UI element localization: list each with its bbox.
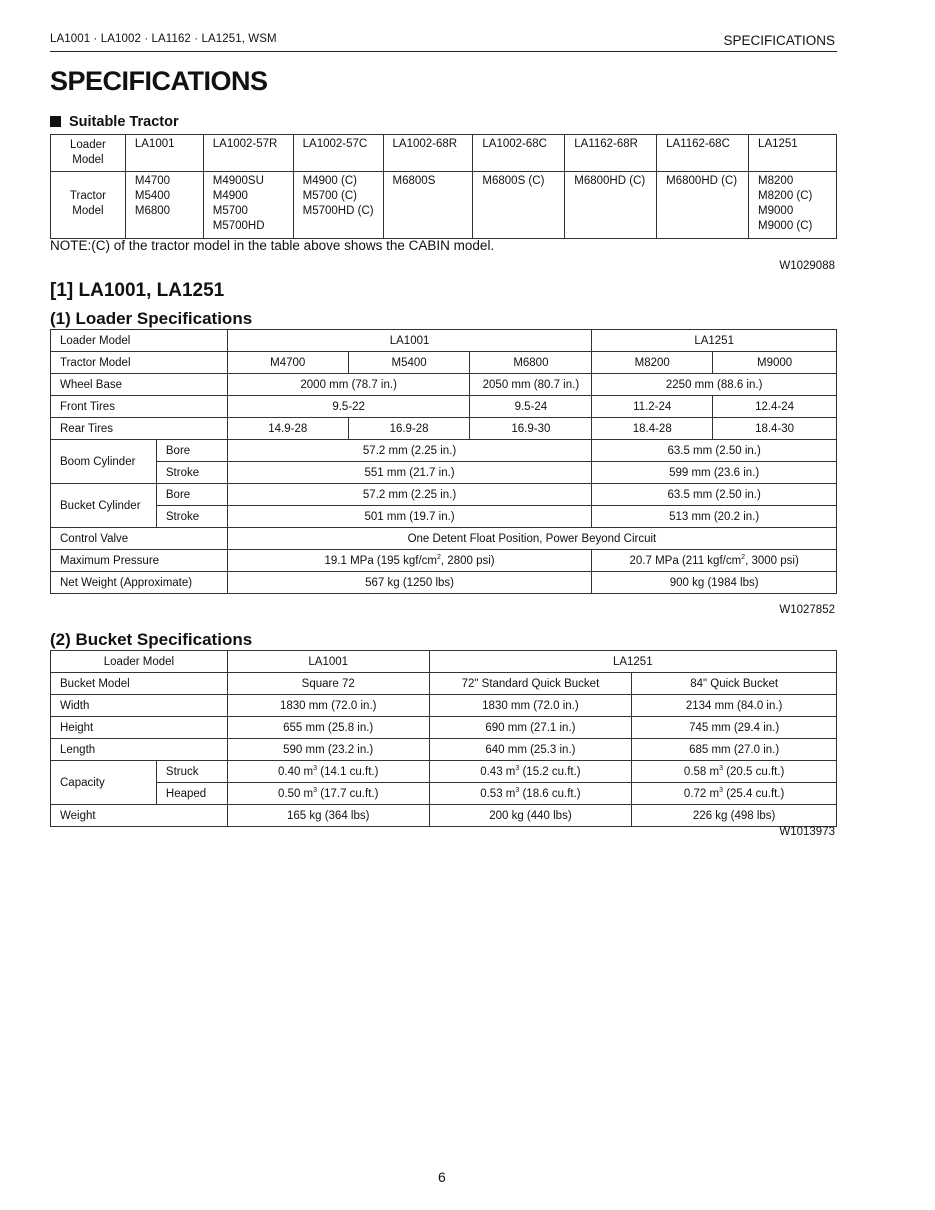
row-label: Loader Model xyxy=(51,651,228,673)
tractor-model-cell xyxy=(293,172,383,239)
value-cell: 590 mm (23.2 in.) xyxy=(227,739,429,761)
loader-model-cell: LA1002-57C xyxy=(293,135,383,172)
loader-model-cell: LA1162-68C xyxy=(657,135,749,172)
tractor-model-cell xyxy=(125,172,203,239)
value-cell: 655 mm (25.8 in.) xyxy=(227,717,429,739)
superscript: 2 xyxy=(437,554,441,562)
tractor-model: M8200 (C) xyxy=(758,190,813,202)
value-cell: 1830 mm (72.0 in.) xyxy=(429,695,632,717)
value-cell: 16.9-30 xyxy=(470,418,592,440)
value-cell: 745 mm (29.4 in.) xyxy=(632,717,837,739)
value-cell xyxy=(429,761,632,783)
tractor-model-label xyxy=(51,172,126,239)
running-header-models: LA1001 · LA1002 · LA1162 · LA1251, WSM xyxy=(50,33,277,45)
row-label: Wheel Base xyxy=(51,374,228,396)
value-cell: 599 mm (23.6 in.) xyxy=(592,462,837,484)
tractor-model: M6800 xyxy=(134,205,171,217)
suitable-tractor-table xyxy=(50,134,837,239)
value-cell: 12.4-24 xyxy=(713,396,837,418)
tractor-model: M6800HD (C) xyxy=(574,175,646,187)
row-label: Maximum Pressure xyxy=(51,550,228,572)
row-label: Bucket Model xyxy=(51,673,228,695)
tractor-model-label-line1: Tractor xyxy=(69,190,106,202)
loader-model-cell: LA1002-68R xyxy=(383,135,473,172)
reference-code: W1013973 xyxy=(779,826,835,838)
header-rule xyxy=(50,51,837,52)
value-cell: 2134 mm (84.0 in.) xyxy=(632,695,837,717)
tractor-model: M8200 xyxy=(758,175,794,187)
value-cell: 567 kg (1250 lbs) xyxy=(227,572,591,594)
tractor-model: M5400 xyxy=(134,190,171,202)
tractor-model-cell xyxy=(657,172,749,239)
value-cell: 63.5 mm (2.50 in.) xyxy=(592,440,837,462)
suitable-tractor-heading-text: Suitable Tractor xyxy=(69,114,179,130)
value-text: (18.6 cu.ft.) xyxy=(519,787,581,800)
tractor-model-cell xyxy=(565,172,657,239)
value-cell: 551 mm (21.7 in.) xyxy=(227,462,591,484)
suitable-tractor-heading xyxy=(50,114,179,130)
value-cell: 16.9-28 xyxy=(348,418,470,440)
value-cell: 165 kg (364 lbs) xyxy=(227,805,429,827)
loader-spec-table xyxy=(50,329,837,594)
value-text: (17.7 cu.ft.) xyxy=(317,787,379,800)
value-cell: 11.2-24 xyxy=(592,396,713,418)
bucket-spec-heading: (2) Bucket Specifications xyxy=(50,630,253,649)
value-cell: 226 kg (498 lbs) xyxy=(632,805,837,827)
tractor-model-cell: M6800 xyxy=(470,352,592,374)
tractor-model: M5700 (C) xyxy=(302,190,357,202)
tractor-model-cell: M4700 xyxy=(227,352,348,374)
loader-model-label-line1: Loader xyxy=(70,139,106,151)
tractor-model-cell xyxy=(203,172,293,239)
value-cell: 2250 mm (88.6 in.) xyxy=(592,374,837,396)
value-text: 19.1 MPa (195 kgf/cm xyxy=(324,554,438,567)
tractor-model-label-line2: Model xyxy=(72,205,104,217)
tractor-model: M5700HD xyxy=(212,220,265,232)
loader-model-cell: LA1001 xyxy=(125,135,203,172)
page-title: SPECIFICATIONS xyxy=(50,66,268,96)
tractor-model-cell: M5400 xyxy=(348,352,470,374)
value-cell: 685 mm (27.0 in.) xyxy=(632,739,837,761)
value-cell: 513 mm (20.2 in.) xyxy=(592,506,837,528)
tractor-model: M6800S (C) xyxy=(482,175,545,187)
superscript: 3 xyxy=(719,765,723,773)
tractor-model-cell: M8200 xyxy=(592,352,713,374)
loader-model-label xyxy=(51,135,126,172)
row-label: Width xyxy=(51,695,228,717)
value-text: 0.43 m xyxy=(480,765,516,778)
row-label: Weight xyxy=(51,805,228,827)
row-label: Net Weight (Approximate) xyxy=(51,572,228,594)
value-cell xyxy=(592,550,837,572)
tractor-model: M6800HD (C) xyxy=(666,175,738,187)
reference-code: W1027852 xyxy=(779,604,835,616)
value-cell: 9.5-24 xyxy=(470,396,592,418)
reference-code: W1029088 xyxy=(779,260,835,272)
tractor-model: M9000 (C) xyxy=(758,220,813,232)
row-label: Rear Tires xyxy=(51,418,228,440)
value-cell: 57.2 mm (2.25 in.) xyxy=(227,440,591,462)
value-cell: 18.4-28 xyxy=(592,418,713,440)
value-cell xyxy=(429,783,632,805)
superscript: 3 xyxy=(515,765,520,773)
value-cell: 1830 mm (72.0 in.) xyxy=(227,695,429,717)
value-text: (20.5 cu.ft.) xyxy=(723,765,785,778)
bucket-model-cell: Square 72 xyxy=(227,673,429,695)
row-label: Control Valve xyxy=(51,528,228,550)
value-cell: 2050 mm (80.7 in.) xyxy=(470,374,592,396)
tractor-model-cell xyxy=(749,172,837,239)
value-cell: One Detent Float Position, Power Beyond Circuit xyxy=(227,528,836,550)
running-header-section: SPECIFICATIONS xyxy=(723,33,835,48)
value-cell: 18.4-30 xyxy=(713,418,837,440)
value-cell xyxy=(227,550,591,572)
superscript: 3 xyxy=(719,787,723,795)
loader-spec-heading: (1) Loader Specifications xyxy=(50,309,253,328)
value-cell: 14.9-28 xyxy=(227,418,348,440)
value-text: 0.40 m xyxy=(277,765,314,778)
bucket-spec-table xyxy=(50,650,837,827)
value-cell xyxy=(632,783,837,805)
value-cell: 9.5-22 xyxy=(227,396,470,418)
value-text: (15.2 cu.ft.) xyxy=(519,765,581,778)
row-label: Bucket Cylinder xyxy=(51,484,157,528)
superscript: 3 xyxy=(313,765,318,773)
row-label: Length xyxy=(51,739,228,761)
loader-model-cell: LA1001 xyxy=(227,651,429,673)
sub-row-label: Bore xyxy=(156,484,227,506)
value-cell: 2000 mm (78.7 in.) xyxy=(227,374,470,396)
value-text: 0.50 m xyxy=(277,787,314,800)
superscript: 2 xyxy=(741,554,746,562)
tractor-model: M4900 (C) xyxy=(302,175,357,187)
sub-row-label: Stroke xyxy=(156,462,227,484)
tractor-model-cell: M9000 xyxy=(713,352,837,374)
value-cell xyxy=(227,761,429,783)
tractor-model: M4700 xyxy=(134,175,171,187)
tractor-model-cell xyxy=(383,172,473,239)
superscript: 3 xyxy=(515,787,520,795)
row-label: Capacity xyxy=(51,761,157,805)
cabin-note: NOTE:(C) of the tractor model in the table above shows the CABIN model. xyxy=(50,238,495,253)
loader-model-cell: LA1251 xyxy=(592,330,837,352)
value-cell: 63.5 mm (2.50 in.) xyxy=(592,484,837,506)
row-label: Loader Model xyxy=(51,330,228,352)
loader-model-label-line2: Model xyxy=(72,154,104,166)
sub-row-label: Heaped xyxy=(156,783,227,805)
sub-row-label: Stroke xyxy=(156,506,227,528)
tractor-model: M4900 xyxy=(212,190,248,202)
superscript: 3 xyxy=(313,787,318,795)
loader-model-cell: LA1162-68R xyxy=(565,135,657,172)
tractor-model: M5700HD (C) xyxy=(302,205,374,217)
value-text: , 2800 psi) xyxy=(440,554,495,567)
row-label: Tractor Model xyxy=(51,352,228,374)
loader-model-cell: LA1251 xyxy=(749,135,837,172)
row-label: Height xyxy=(51,717,228,739)
row-label: Front Tires xyxy=(51,396,228,418)
bucket-model-cell: 72" Standard Quick Bucket xyxy=(429,673,632,695)
value-cell: 57.2 mm (2.25 in.) xyxy=(227,484,591,506)
loader-model-cell: LA1251 xyxy=(429,651,836,673)
loader-model-cell: LA1002-68C xyxy=(473,135,565,172)
bucket-model-cell: 84" Quick Bucket xyxy=(632,673,837,695)
value-cell: 501 mm (19.7 in.) xyxy=(227,506,591,528)
page-number: 6 xyxy=(438,1169,446,1185)
sub-row-label: Struck xyxy=(156,761,227,783)
value-text: , 3000 psi) xyxy=(745,554,799,567)
value-cell xyxy=(632,761,837,783)
value-text: 0.53 m xyxy=(480,787,516,800)
loader-model-cell: LA1001 xyxy=(227,330,591,352)
value-cell xyxy=(227,783,429,805)
tractor-model: M5700 xyxy=(212,205,248,217)
value-text: (14.1 cu.ft.) xyxy=(317,765,379,778)
tractor-model: M4900SU xyxy=(212,175,264,187)
section-heading: [1] LA1001, LA1251 xyxy=(50,280,225,301)
row-label: Boom Cylinder xyxy=(51,440,157,484)
value-text: 20.7 MPa (211 kgf/cm xyxy=(629,554,742,567)
value-text: 0.58 m xyxy=(683,765,720,778)
value-text: (25.4 cu.ft.) xyxy=(723,787,785,800)
square-bullet-icon xyxy=(50,116,61,127)
value-cell: 640 mm (25.3 in.) xyxy=(429,739,632,761)
loader-model-cell: LA1002-57R xyxy=(203,135,293,172)
value-cell: 690 mm (27.1 in.) xyxy=(429,717,632,739)
tractor-model: M9000 xyxy=(758,205,794,217)
sub-row-label: Bore xyxy=(156,440,227,462)
value-cell: 900 kg (1984 lbs) xyxy=(592,572,837,594)
value-text: 0.72 m xyxy=(683,787,720,800)
value-cell: 200 kg (440 lbs) xyxy=(429,805,632,827)
tractor-model-cell xyxy=(473,172,565,239)
tractor-model: M6800S xyxy=(392,175,436,187)
